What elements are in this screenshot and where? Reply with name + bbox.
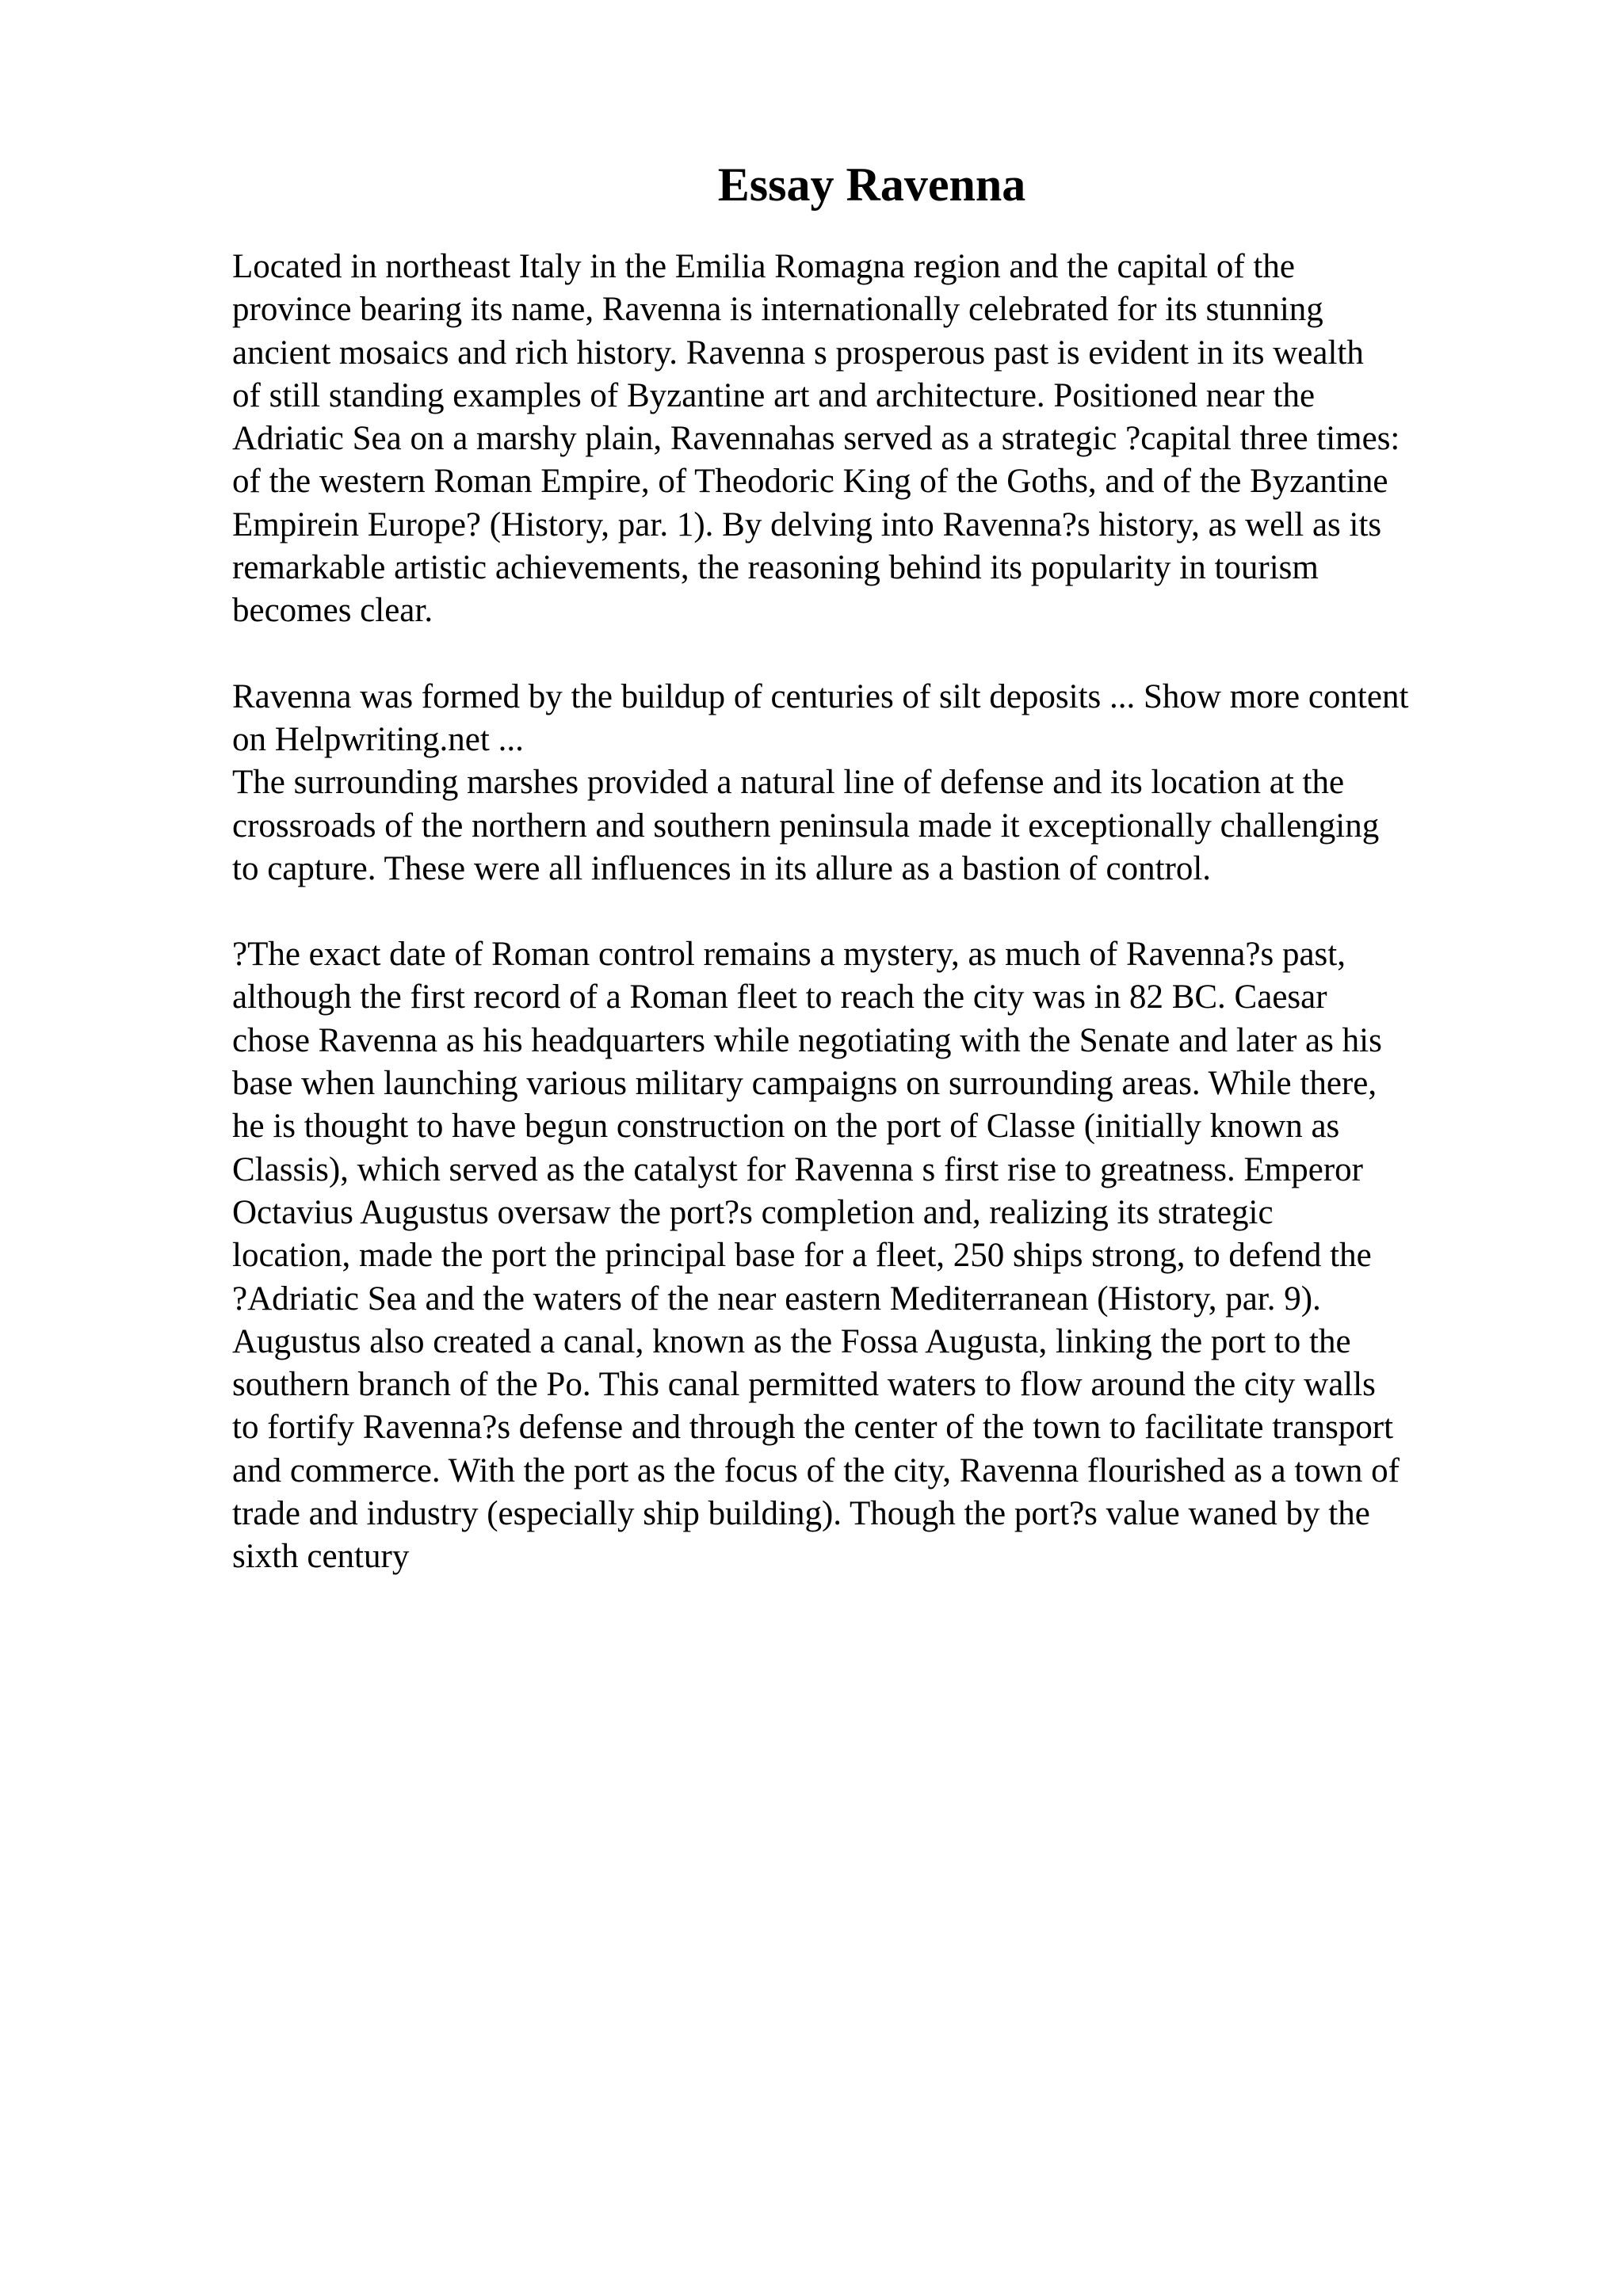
text-line: to capture. These were all influences in its allure as a bastion of control. [232, 849, 1212, 887]
text-line: chose Ravenna as his headquarters while negotiating with the Senate and later as his [232, 1021, 1382, 1059]
text-line: to fortify Ravenna?s defense and through the center of the town to facilitate transport [232, 1409, 1394, 1447]
text-line: Adriatic Sea on a marshy plain, Ravennahas served as a strategic ?capital three times: [232, 420, 1400, 458]
text-line: crossroads of the northern and southern peninsula made it exceptionally challenging [232, 807, 1380, 845]
text-line: Ravenna was formed by the buildup of centuries of silt deposits ... Show more content [232, 677, 1409, 715]
text-line: sixth century [232, 1538, 410, 1576]
text-line: The surrounding marshes provided a natural line of defense and its location at the [232, 764, 1345, 802]
text-line: although the first record of a Roman fleet to reach the city was in 82 BC. Caesar [232, 978, 1327, 1016]
document-title: Essay Ravenna [717, 158, 1026, 211]
paragraph-2 [232, 676, 1564, 891]
text-line: Classis), which served as the catalyst for Ravenna s first rise to greatness. Emperor [232, 1150, 1363, 1188]
text-line: on Helpwriting.net ... [232, 720, 524, 758]
text-line: and commerce. With the port as the focus of the city, Ravenna flourished as a town of [232, 1451, 1400, 1489]
text-line: Empirein Europe? (History, par. 1). By delving into Ravenna?s history, as well as its [232, 505, 1382, 543]
text-line: remarkable artistic achievements, the reasoning behind its popularity in tourism [232, 549, 1319, 587]
text-line: he is thought to have begun construction on the port of Classe (initially known as [232, 1108, 1340, 1146]
text-line: ?Adriatic Sea and the waters of the near eastern Mediterranean (History, par. 9). [232, 1280, 1321, 1318]
text-line: base when launching various military campaigns on surrounding areas. While there, [232, 1065, 1377, 1103]
text-line: Octavius Augustus oversaw the port?s completion and, realizing its strategic [232, 1193, 1274, 1231]
paragraph-spacer [232, 633, 1564, 676]
text-line: of the western Roman Empire, of Theodoric King of the Goths, and of the Byzantine [232, 463, 1388, 501]
text-line: province bearing its name, Ravenna is internationally celebrated for its stunning [232, 291, 1323, 329]
text-line: becomes clear. [232, 592, 433, 630]
text-line: southern branch of the Po. This canal permitted waters to flow around the city walls [232, 1366, 1376, 1404]
text-line: ?The exact date of Roman control remains a mystery, as much of Ravenna?s past, [232, 936, 1346, 974]
text-line: Located in northeast Italy in the Emilia Romagna region and the capital of the [232, 248, 1295, 285]
text-line: location, made the port the principal base for a fleet, 250 ships strong, to defend the [232, 1237, 1372, 1275]
text-line: ancient mosaics and rich history. Ravenna s prosperous past is evident in its wealth [232, 334, 1364, 372]
text-line: trade and industry (especially ship building). Though the port?s value waned by the [232, 1495, 1370, 1533]
paragraph-spacer [232, 891, 1564, 933]
document-body [232, 246, 1564, 1579]
text-line: of still standing examples of Byzantine art and architecture. Positioned near the [232, 376, 1316, 414]
paragraph-3 [232, 933, 1564, 1578]
text-line: Augustus also created a canal, known as the Fossa Augusta, linking the port to the [232, 1322, 1351, 1360]
paragraph-1 [232, 246, 1564, 633]
